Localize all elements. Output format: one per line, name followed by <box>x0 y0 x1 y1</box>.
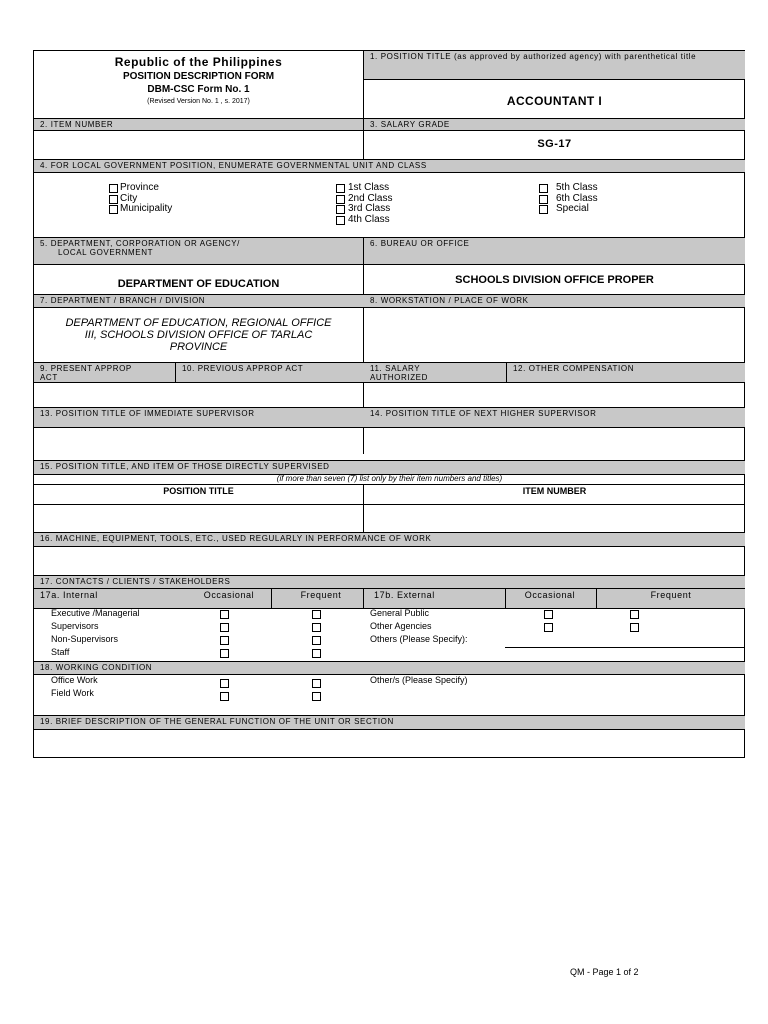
lgu-checkbox[interactable] <box>539 184 548 193</box>
external-contact-label: General Public <box>370 608 430 618</box>
lgu-option-label: City <box>120 192 138 204</box>
division-value[interactable] <box>34 317 363 353</box>
divider <box>34 307 745 308</box>
divider <box>34 172 745 173</box>
internal-frequent-checkbox[interactable] <box>312 623 321 632</box>
field-19-label: 19. BRIEF DESCRIPTION OF THE GENERAL FUNCTION OF THE UNIT OR SECTION <box>34 715 745 729</box>
lgu-option-label: Special <box>556 203 589 214</box>
field-5-label-line2: LOCAL GOVERNMENT <box>58 248 154 257</box>
field-15-label: 15. POSITION TITLE, AND ITEM OF THOSE DIRECTLY SUPERVISED <box>34 460 745 474</box>
division-value-line1: DEPARTMENT OF EDUCATION, REGIONAL OFFICE <box>65 317 332 329</box>
internal-frequent-checkbox[interactable] <box>312 649 321 658</box>
external-frequent-checkbox[interactable] <box>630 623 639 632</box>
external-frequent-column: Frequent <box>650 590 692 600</box>
working-condition-label: Field Work <box>51 688 94 698</box>
divider <box>363 484 364 533</box>
working-occasional-checkbox[interactable] <box>220 679 229 688</box>
internal-occasional-checkbox[interactable] <box>220 636 229 645</box>
lgu-option-label: 3rd Class <box>348 203 391 214</box>
divider <box>34 484 745 485</box>
divider <box>34 264 745 265</box>
lgu-checkbox[interactable] <box>109 195 118 204</box>
division-value-line3: PROVINCE <box>169 341 228 353</box>
field-9-label-line2: ACT <box>40 373 58 382</box>
external-contact-label: Other Agencies <box>370 621 432 631</box>
field-5-label <box>34 237 364 264</box>
external-occasional-column: Occasional <box>524 590 576 600</box>
lgu-option-label: 4th Class <box>348 213 390 225</box>
internal-contact-label: Executive /Managerial <box>51 608 140 618</box>
lgu-option-label: 6th Class <box>556 192 598 204</box>
external-occasional-checkbox[interactable] <box>544 610 553 619</box>
working-occasional-checkbox[interactable] <box>220 692 229 701</box>
field-11-label <box>364 362 506 382</box>
lgu-checkbox[interactable] <box>109 205 118 214</box>
field-5-label-line1: 5. DEPARTMENT, CORPORATION OR AGENCY/ <box>40 239 241 248</box>
field-18-label: 18. WORKING CONDITION <box>34 661 745 674</box>
external-occasional-checkbox[interactable] <box>544 623 553 632</box>
lgu-checkbox[interactable] <box>336 216 345 225</box>
field-16-label: 16. MACHINE, EQUIPMENT, TOOLS, ETC., USED REGULARLY IN PERFORMANCE OF WORK <box>34 532 745 546</box>
working-condition-label: Office Work <box>51 675 98 685</box>
field-7-label: 7. DEPARTMENT / BRANCH / DIVISION <box>34 294 364 307</box>
internal-occasional-checkbox[interactable] <box>220 623 229 632</box>
divider <box>34 546 745 547</box>
external-contact-label: Others (Please Specify): <box>370 634 468 644</box>
external-frequent-checkbox[interactable] <box>630 610 639 619</box>
working-frequent-checkbox[interactable] <box>312 679 321 688</box>
bureau-office-value[interactable]: SCHOOLS DIVISION OFFICE PROPER <box>455 274 654 286</box>
lgu-checkbox[interactable] <box>539 195 548 204</box>
field-11-label-line1: 11. SALARY <box>370 364 421 373</box>
lgu-option-label: 2nd Class <box>348 192 393 204</box>
field-2-label: 2. ITEM NUMBER <box>34 118 364 130</box>
position-title-column: POSITION TITLE <box>163 486 234 496</box>
function-description-input[interactable] <box>34 730 745 758</box>
lgu-option-label: Municipality <box>120 203 173 214</box>
internal-occasional-checkbox[interactable] <box>220 610 229 619</box>
form-revision: (Revised Version No. 1 , s. 2017) <box>147 98 250 105</box>
external-label: 17b. External <box>374 590 435 600</box>
field-15-note: (if more than seven (7) list only by their item numbers and titles) <box>276 474 503 483</box>
field-10-label: 10. PREVIOUS APPROP ACT <box>175 362 364 382</box>
department-value[interactable]: DEPARTMENT OF EDUCATION <box>117 278 280 290</box>
lgu-checkbox[interactable] <box>539 205 548 214</box>
lgu-option-label: Province <box>120 182 159 193</box>
divider <box>364 79 745 80</box>
field-9-label-line1: 9. PRESENT APPROP <box>40 364 132 373</box>
working-other-label: Other/s (Please Specify) <box>370 675 468 685</box>
lgu-checkbox[interactable] <box>336 184 345 193</box>
internal-occasional-checkbox[interactable] <box>220 649 229 658</box>
divider <box>505 647 745 648</box>
contacts-header-row <box>34 588 745 608</box>
page-footer: QM - Page 1 of 2 <box>570 967 639 977</box>
working-frequent-checkbox[interactable] <box>312 692 321 701</box>
position-description-form <box>33 50 745 758</box>
lgu-option-label: 5th Class <box>556 182 598 193</box>
field-3-label: 3. SALARY GRADE <box>364 118 745 130</box>
lgu-checkbox[interactable] <box>109 184 118 193</box>
field-13-label: 13. POSITION TITLE OF IMMEDIATE SUPERVISOR <box>34 407 364 427</box>
field-8-label: 8. WORKSTATION / PLACE OF WORK <box>364 294 745 307</box>
field-4-label: 4. FOR LOCAL GOVERNMENT POSITION, ENUMERATE GOVERNMENTAL UNIT AND CLASS <box>34 159 745 172</box>
internal-contact-label: Staff <box>51 647 70 657</box>
internal-occasional-column: Occasional <box>203 590 255 600</box>
position-title-value[interactable]: ACCOUNTANT I <box>506 94 603 108</box>
divider <box>34 382 745 383</box>
internal-frequent-checkbox[interactable] <box>312 636 321 645</box>
field-12-label: 12. OTHER COMPENSATION <box>506 362 745 382</box>
internal-frequent-checkbox[interactable] <box>312 610 321 619</box>
division-value-line2: III, SCHOOLS DIVISION OFFICE OF TARLAC <box>84 329 313 341</box>
form-number: DBM-CSC Form No. 1 <box>147 84 250 95</box>
field-1-label: 1. POSITION TITLE (as approved by authorized agency) with parenthetical title <box>364 51 745 79</box>
form-title: POSITION DESCRIPTION FORM <box>122 71 275 82</box>
republic-title: Republic of the Philippines <box>114 55 283 69</box>
field-11-label-line2: AUTHORIZED <box>370 373 428 382</box>
item-number-input[interactable] <box>34 131 363 159</box>
internal-contact-label: Supervisors <box>51 621 99 631</box>
lgu-option-label: 1st Class <box>348 182 390 193</box>
divider <box>34 427 745 428</box>
field-6-label: 6. BUREAU OR OFFICE <box>364 237 745 264</box>
internal-frequent-column: Frequent <box>300 590 342 600</box>
lgu-checkbox[interactable] <box>336 195 345 204</box>
field-17-label: 17. CONTACTS / CLIENTS / STAKEHOLDERS <box>34 575 745 588</box>
internal-contact-label: Non-Supervisors <box>51 634 119 644</box>
salary-grade-value[interactable]: SG-17 <box>537 138 572 150</box>
internal-label: 17a. Internal <box>40 590 98 600</box>
divider <box>34 504 745 505</box>
item-number-column: ITEM NUMBER <box>522 486 587 496</box>
lgu-checkbox[interactable] <box>336 205 345 214</box>
field-9-label <box>34 362 175 382</box>
field-14-label: 14. POSITION TITLE OF NEXT HIGHER SUPERVISOR <box>364 407 745 427</box>
